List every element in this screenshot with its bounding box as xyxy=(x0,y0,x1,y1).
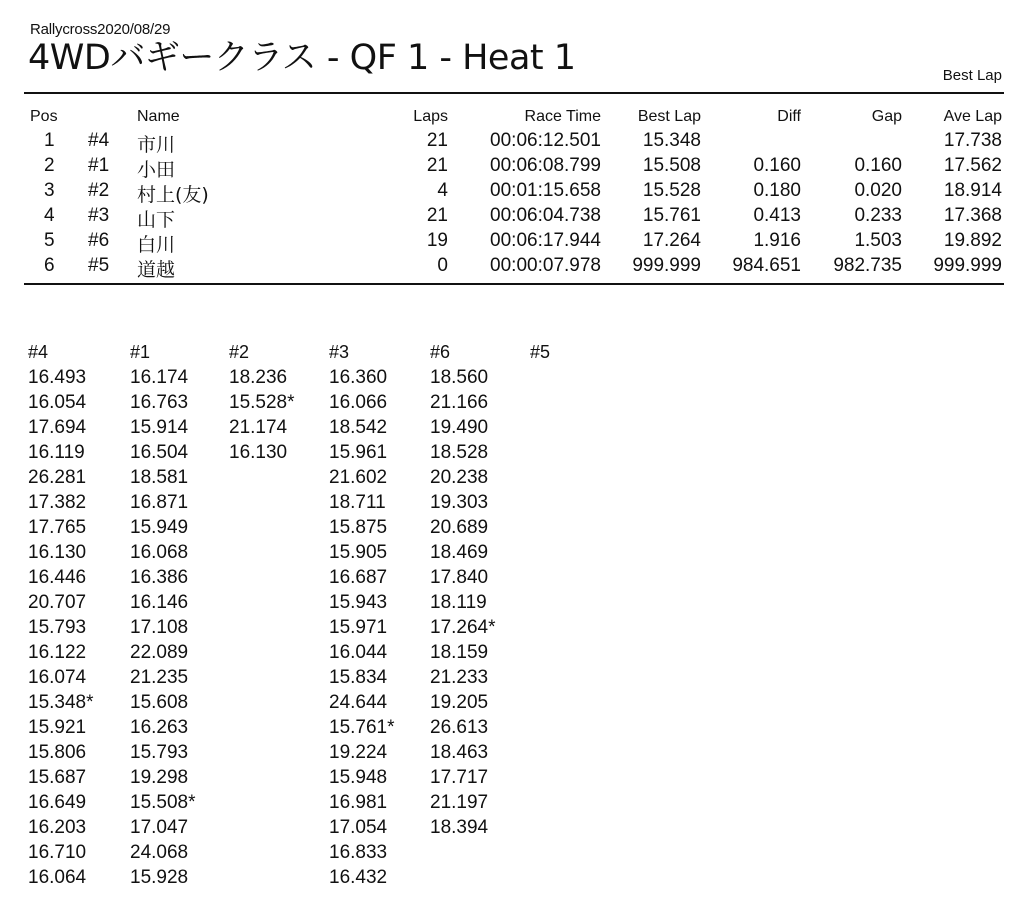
ave-lap-cell: 17.368 xyxy=(943,205,1002,226)
lap-time: 15.875 xyxy=(329,517,388,538)
lap-time: 21.233 xyxy=(430,667,489,688)
lap-time: 18.394 xyxy=(430,817,489,838)
lap-time: 17.840 xyxy=(430,567,489,588)
lap-time: 16.493 xyxy=(28,367,87,388)
lap-time: 15.971 xyxy=(329,617,388,638)
gap-cell: 0.233 xyxy=(854,205,902,226)
position-cell: 3 xyxy=(44,180,55,201)
lap-time: 15.948 xyxy=(329,767,388,788)
lap-time: 19.298 xyxy=(130,767,189,788)
lap-time: 17.765 xyxy=(28,517,87,538)
position-cell: 1 xyxy=(44,130,55,151)
lap-time: 20.689 xyxy=(430,517,489,538)
lap-times-section xyxy=(0,340,1024,900)
bottom-divider xyxy=(24,283,1004,285)
lap-time: 21.235 xyxy=(130,667,189,688)
diff-cell: 984.651 xyxy=(732,255,801,276)
position-cell: 5 xyxy=(44,230,55,251)
lap-time: 16.504 xyxy=(130,442,189,463)
laps-cell: 19 xyxy=(426,230,448,251)
ave-lap-cell: 18.914 xyxy=(943,180,1002,201)
ave-lap-cell: 19.892 xyxy=(943,230,1002,251)
lap-column xyxy=(430,340,530,840)
race-time-cell: 00:00:07.978 xyxy=(490,255,601,276)
lap-time: 18.528 xyxy=(430,442,489,463)
lap-time: 15.921 xyxy=(28,717,87,738)
diff-cell: 0.180 xyxy=(753,180,801,201)
lap-time: 16.130 xyxy=(229,442,288,463)
lap-time: 16.064 xyxy=(28,867,87,888)
lap-time: 18.542 xyxy=(329,417,388,438)
lap-time: 16.386 xyxy=(130,567,189,588)
event-date-label: Rallycross2020/08/29 xyxy=(30,21,171,38)
lap-time: 16.763 xyxy=(130,392,189,413)
results-header-row xyxy=(0,108,1024,130)
lap-column-car-label: #6 xyxy=(430,342,451,362)
lap-time: 15.949 xyxy=(130,517,189,538)
gap-cell: 0.020 xyxy=(854,180,902,201)
lap-column xyxy=(130,340,230,890)
lap-time: 19.490 xyxy=(430,417,489,438)
best-lap-cell: 15.508 xyxy=(642,155,701,176)
lap-column-car-label: #5 xyxy=(530,342,551,362)
driver-name-cell: 小田 xyxy=(137,159,176,181)
lap-time: 15.761* xyxy=(329,717,395,738)
lap-time: 16.044 xyxy=(329,642,388,663)
results-table xyxy=(0,108,1024,280)
lap-time: 15.961 xyxy=(329,442,388,463)
lap-column xyxy=(329,340,429,890)
lap-time: 15.508* xyxy=(130,792,196,813)
lap-time: 20.707 xyxy=(28,592,87,613)
lap-time: 16.203 xyxy=(28,817,87,838)
page-title: 4WDバギークラス - QF 1 - Heat 1 xyxy=(28,38,576,78)
lap-time: 18.119 xyxy=(430,592,487,613)
lap-time: 17.717 xyxy=(430,767,489,788)
lap-time: 16.146 xyxy=(130,592,189,613)
laps-cell: 0 xyxy=(437,255,448,276)
lap-time: 17.694 xyxy=(28,417,87,438)
lap-time: 15.687 xyxy=(28,767,87,788)
car-number-cell: #1 xyxy=(88,155,110,176)
lap-time: 16.068 xyxy=(130,542,189,563)
lap-time: 19.224 xyxy=(329,742,388,763)
race-time-cell: 00:06:17.944 xyxy=(490,230,601,251)
lap-time: 16.710 xyxy=(28,842,87,863)
car-number-cell: #5 xyxy=(88,255,110,276)
result-row xyxy=(0,180,1024,205)
position-cell: 2 xyxy=(44,155,55,176)
header-pos: Pos xyxy=(30,108,58,125)
car-number-cell: #2 xyxy=(88,180,110,201)
lap-column-car-label: #1 xyxy=(130,342,151,362)
diff-cell: 1.916 xyxy=(753,230,801,251)
lap-time: 18.560 xyxy=(430,367,489,388)
lap-time: 24.068 xyxy=(130,842,189,863)
result-row xyxy=(0,255,1024,280)
lap-time: 15.905 xyxy=(329,542,388,563)
laps-cell: 21 xyxy=(426,130,448,151)
lap-time: 16.074 xyxy=(28,667,87,688)
lap-time: 20.238 xyxy=(430,467,489,488)
lap-time: 18.581 xyxy=(130,467,189,488)
lap-time: 17.382 xyxy=(28,492,87,513)
result-row xyxy=(0,155,1024,180)
best-lap-cell: 15.348 xyxy=(642,130,701,151)
header-name: Name xyxy=(137,108,180,125)
race-time-cell: 00:06:04.738 xyxy=(490,205,601,226)
lap-time: 15.528* xyxy=(229,392,295,413)
laps-cell: 21 xyxy=(426,155,448,176)
lap-time: 16.871 xyxy=(130,492,189,513)
ave-lap-cell: 999.999 xyxy=(933,255,1002,276)
diff-cell: 0.413 xyxy=(753,205,801,226)
lap-time: 16.833 xyxy=(329,842,388,863)
driver-name-cell: 市川 xyxy=(137,134,176,156)
lap-time: 19.205 xyxy=(430,692,489,713)
lap-column-car-label: #2 xyxy=(229,342,250,362)
lap-time: 18.236 xyxy=(229,367,288,388)
lap-time: 16.119 xyxy=(28,442,85,463)
lap-time: 16.360 xyxy=(329,367,388,388)
lap-time: 18.159 xyxy=(430,642,489,663)
car-number-cell: #6 xyxy=(88,230,110,251)
header-best-lap: Best Lap xyxy=(637,108,701,125)
race-time-cell: 00:01:15.658 xyxy=(490,180,601,201)
lap-time: 24.644 xyxy=(329,692,388,713)
position-cell: 4 xyxy=(44,205,55,226)
laps-cell: 4 xyxy=(437,180,448,201)
lap-time: 26.281 xyxy=(28,467,87,488)
lap-time: 15.914 xyxy=(130,417,189,438)
best-lap-cell: 17.264 xyxy=(642,230,701,251)
ave-lap-cell: 17.562 xyxy=(943,155,1002,176)
lap-time: 15.806 xyxy=(28,742,87,763)
driver-name-cell: 山下 xyxy=(137,209,176,231)
lap-time: 16.130 xyxy=(28,542,87,563)
lap-time: 15.608 xyxy=(130,692,189,713)
lap-time: 16.446 xyxy=(28,567,87,588)
gap-cell: 1.503 xyxy=(854,230,902,251)
car-number-cell: #3 xyxy=(88,205,110,226)
top-divider xyxy=(24,92,1004,94)
lap-time: 15.834 xyxy=(329,667,388,688)
lap-time: 16.122 xyxy=(28,642,87,663)
lap-time: 17.108 xyxy=(130,617,189,638)
lap-time: 19.303 xyxy=(430,492,489,513)
header-laps: Laps xyxy=(413,108,448,125)
lap-time: 21.166 xyxy=(430,392,489,413)
result-row xyxy=(0,130,1024,155)
lap-time: 22.089 xyxy=(130,642,189,663)
lap-time: 16.066 xyxy=(329,392,388,413)
lap-time: 15.943 xyxy=(329,592,388,613)
best-lap-cell: 15.528 xyxy=(642,180,701,201)
lap-time: 17.264* xyxy=(430,617,496,638)
driver-name-cell: 村上(友) xyxy=(137,184,209,206)
lap-time: 26.613 xyxy=(430,717,489,738)
lap-time: 16.649 xyxy=(28,792,87,813)
lap-time: 15.348* xyxy=(28,692,94,713)
lap-time: 15.793 xyxy=(130,742,189,763)
race-time-cell: 00:06:12.501 xyxy=(490,130,601,151)
lap-time: 16.054 xyxy=(28,392,87,413)
driver-name-cell: 白川 xyxy=(137,234,176,256)
lap-time: 21.174 xyxy=(229,417,288,438)
sort-label: Best Lap xyxy=(942,67,1002,84)
lap-column xyxy=(530,340,630,365)
lap-time: 18.711 xyxy=(329,492,386,513)
header-ave-lap: Ave Lap xyxy=(943,108,1002,125)
lap-column-car-label: #4 xyxy=(28,342,49,362)
lap-time: 15.793 xyxy=(28,617,87,638)
lap-time: 16.174 xyxy=(130,367,189,388)
lap-time: 21.602 xyxy=(329,467,388,488)
lap-time: 17.047 xyxy=(130,817,189,838)
position-cell: 6 xyxy=(44,255,55,276)
lap-time: 16.263 xyxy=(130,717,189,738)
lap-time: 21.197 xyxy=(430,792,489,813)
result-row xyxy=(0,230,1024,255)
result-row xyxy=(0,205,1024,230)
best-lap-cell: 999.999 xyxy=(632,255,701,276)
lap-time: 16.432 xyxy=(329,867,388,888)
gap-cell: 982.735 xyxy=(833,255,902,276)
gap-cell: 0.160 xyxy=(854,155,902,176)
lap-time: 16.687 xyxy=(329,567,388,588)
driver-name-cell: 道越 xyxy=(137,259,176,281)
header-diff: Diff xyxy=(777,108,801,125)
car-number-cell: #4 xyxy=(88,130,110,151)
laps-cell: 21 xyxy=(426,205,448,226)
diff-cell: 0.160 xyxy=(753,155,801,176)
lap-column xyxy=(28,340,128,890)
lap-time: 18.469 xyxy=(430,542,489,563)
race-time-cell: 00:06:08.799 xyxy=(490,155,601,176)
best-lap-cell: 15.761 xyxy=(642,205,701,226)
ave-lap-cell: 17.738 xyxy=(943,130,1002,151)
lap-time: 17.054 xyxy=(329,817,388,838)
header-gap: Gap xyxy=(871,108,902,125)
lap-column xyxy=(229,340,329,465)
lap-time: 18.463 xyxy=(430,742,489,763)
header-race-time: Race Time xyxy=(524,108,601,125)
lap-time: 16.981 xyxy=(329,792,388,813)
lap-time: 15.928 xyxy=(130,867,189,888)
lap-column-car-label: #3 xyxy=(329,342,350,362)
